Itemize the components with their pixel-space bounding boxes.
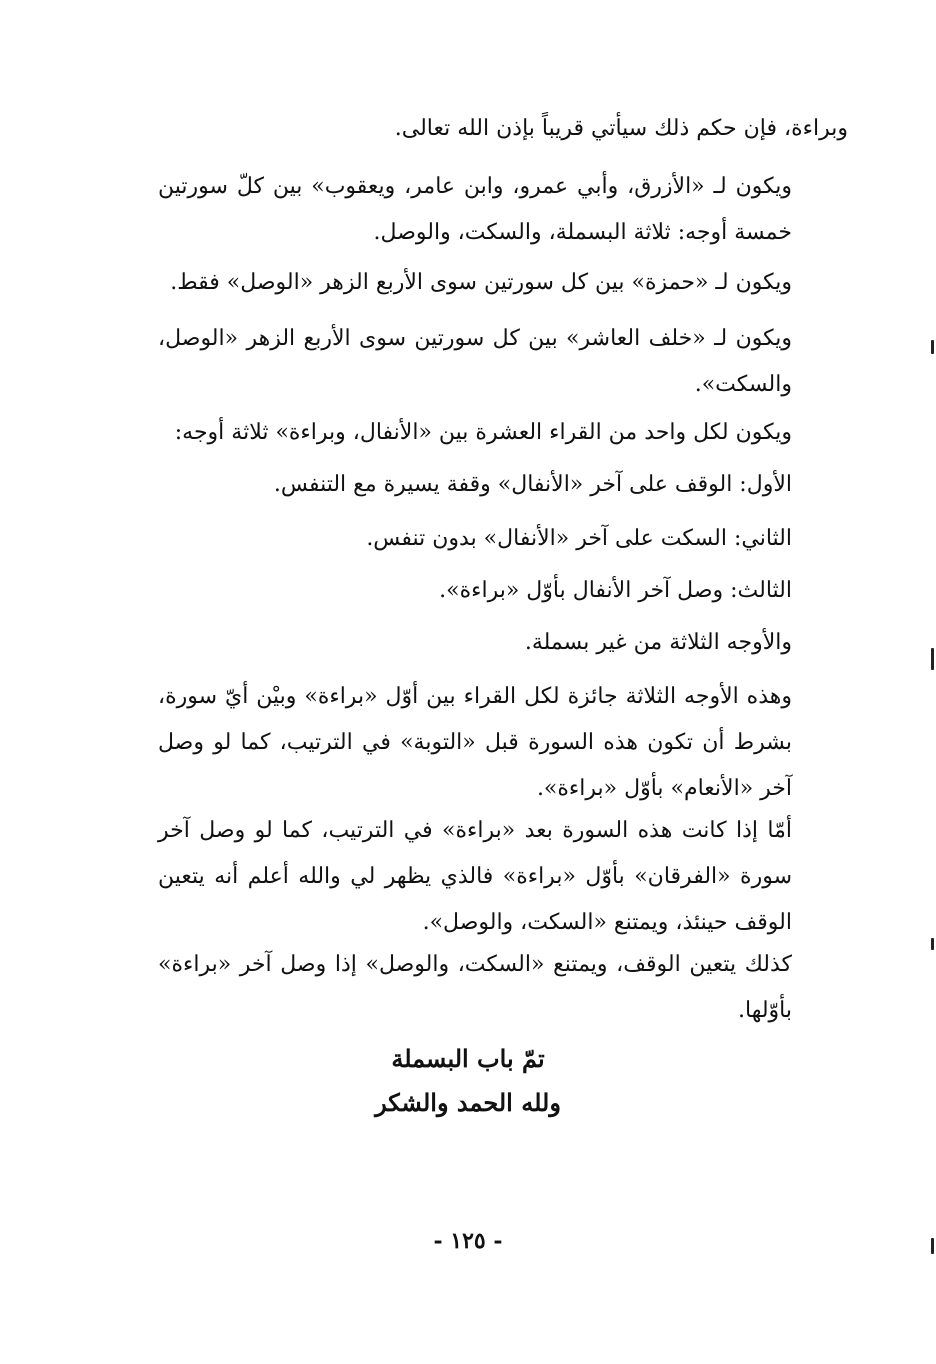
- paragraph-khalaf: ويكون لـ «خلف العاشر» بين كل سورتين سوى الأربع الزهر «الوصل، والسكت».: [158, 326, 792, 397]
- paragraph-after-baraa: أمّا إذا كانت هذه السورة بعد «براءة» في الترتيب، كما لو وصل آخر سورة «الفرقان» بأوّل «براءة» فالذي يظهر لي والله أعلم أنه يتعين الوقف حينئذ، ويمتنع «السكت، والوصل».: [158, 818, 792, 935]
- item-second: الثاني: السكت على آخر «الأنفال» بدون تنفس.: [366, 526, 792, 551]
- edge-mark: [931, 1238, 934, 1254]
- paragraph-continuation: وبراءة، فإن حكم ذلك سيأتي قريباً بإذن الله تعالى.: [394, 116, 848, 141]
- edge-mark: [931, 340, 934, 354]
- closing-line-2: ولله الحمد والشكر: [375, 1088, 561, 1117]
- paragraph-three-ways: وهذه الأوجه الثلاثة جائزة لكل القراء بين أوّل «براءة» وبيْن أيّ سورة، بشرط أن تكون هذه السورة قبل «التوبة» في الترتيب، كما لو وصل آخر «الأنعام» بأوّل «براءة».: [158, 684, 792, 801]
- item-third: الثالث: وصل آخر الأنفال بأوّل «براءة».: [439, 578, 792, 603]
- paragraph-azraq: ويكون لـ «الأزرق، وأبي عمرو، وابن عامر، ويعقوب» بين كلّ سورتين خمسة أوجه: ثلاثة البسملة، والسكت، والوصل.: [158, 174, 792, 245]
- paragraph-end-baraa: كذلك يتعين الوقف، ويمتنع «السكت، والوصل» إذا وصل آخر «براءة» بأوّلها.: [158, 952, 792, 1023]
- edge-mark: [931, 648, 934, 670]
- paragraph-anfal-intro: ويكون لكل واحد من القراء العشرة بين «الأنفال، وبراءة» ثلاثة أوجه:: [174, 420, 792, 445]
- edge-mark: [931, 938, 934, 950]
- item-first: الأول: الوقف على آخر «الأنفال» وقفة يسيرة مع التنفس.: [273, 472, 792, 497]
- paragraph-hamza: ويكون لـ «حمزة» بين كل سورتين سوى الأربع الزهر «الوصل» فقط.: [170, 270, 792, 295]
- closing-line-1: تمّ باب البسملة: [391, 1044, 545, 1073]
- paragraph-no-basmala: والأوجه الثلاثة من غير بسملة.: [524, 630, 792, 655]
- page-number: - ١٢٥ -: [433, 1228, 503, 1254]
